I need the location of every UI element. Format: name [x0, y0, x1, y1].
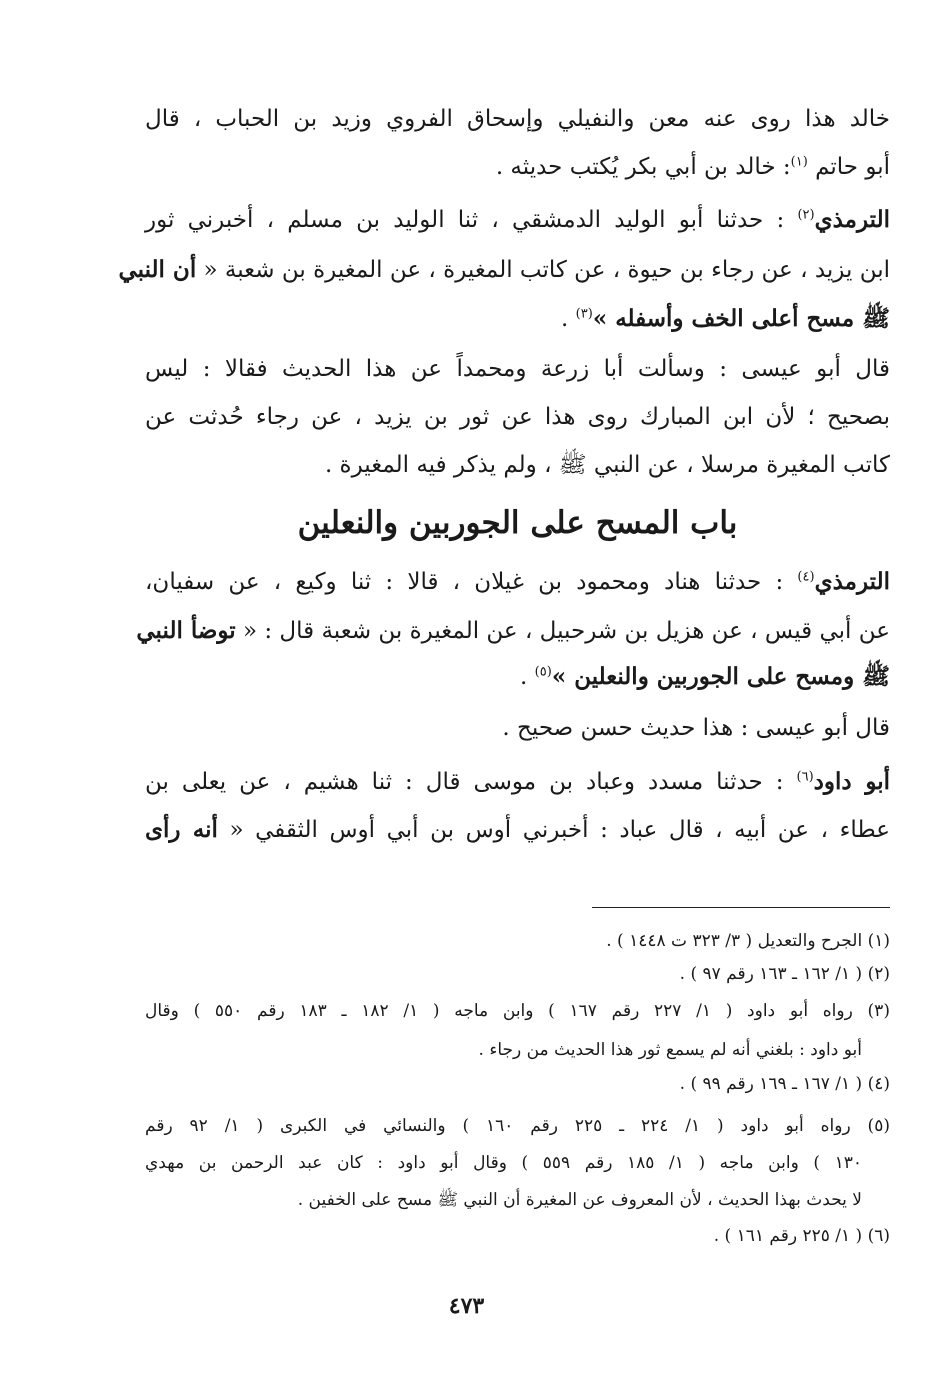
- hadith-text: أن النبي: [118, 256, 197, 283]
- text: : حدثنا أبو الوليد الدمشقي ، ثنا الوليد بن مسلم ، أخبرني ثور: [145, 207, 785, 233]
- text: كاتب المغيرة مرسلا ، عن النبي ﷺ ، ولم يذكر فيه المغيرة .: [324, 452, 890, 478]
- body-line-10: [136, 615, 890, 647]
- footnote-ref-2[interactable]: (٢): [797, 207, 815, 223]
- text: قال أبو عيسى : هذا حديث حسن صحيح .: [502, 715, 890, 741]
- text: .: [561, 306, 576, 332]
- body-line-7: [145, 401, 890, 433]
- footnote-ref-5[interactable]: (٥): [534, 664, 552, 680]
- footnote-1: (١) الجرح والتعديل ( ٣/ ٣٢٣ ت ١٤٤٨ ) .: [606, 931, 890, 951]
- footnote-ref-1[interactable]: (١): [790, 154, 808, 170]
- body-line-6: [145, 353, 890, 385]
- body-line-5: [145, 303, 890, 335]
- footnote-6: (٦) ( ١/ ٢٢٥ رقم ١٦١ ) .: [713, 1226, 890, 1246]
- section-heading: باب المسح على الجوربين والنعلين: [297, 505, 738, 541]
- text: .: [520, 664, 535, 690]
- body-line-4: [118, 254, 890, 286]
- text: : حدثنا مسدد وعباد بن موسى قال : ثنا هشيم ، عن يعلى بن: [145, 769, 784, 795]
- text: عطاء ، عن أبيه ، قال عباد : أخبرني أوس بن أبي أوس الثقفي «: [229, 817, 891, 843]
- body-line-1: [145, 103, 890, 135]
- narrator-name: أبو داود: [813, 768, 890, 795]
- footnote-ref-4[interactable]: (٤): [797, 569, 815, 585]
- hadith-text: توضأ النبي: [136, 617, 236, 644]
- body-line-3: [145, 204, 890, 236]
- text: أبو حاتم: [815, 154, 890, 180]
- text: خالد هذا روى عنه معن والنفيلي وإسحاق الفروي وزيد بن الحباب ، قال: [145, 106, 890, 132]
- page-number: ٤٧٣: [448, 1293, 485, 1319]
- text: بصحيح ؛ لأن ابن المبارك روى هذا عن ثور بن يزيد ، عن رجاء حُدثت عن: [145, 404, 890, 430]
- body-line-8: [145, 449, 890, 481]
- footnote-2: (٢) ( ١/ ١٦٢ ـ ١٦٣ رقم ٩٧ ) .: [679, 964, 890, 984]
- footnote-separator: [592, 907, 890, 908]
- footnote-5: (٥) رواه أبو داود ( ١/ ٢٢٤ ـ ٢٢٥ رقم ١٦٠ ) والنسائي في الكبرى ( ١/ ٩٢ رقم: [145, 1116, 890, 1136]
- hadith-text: ﷺ مسح أعلى الخف وأسفله »: [592, 305, 890, 332]
- text: عن أبي قيس ، عن هزيل بن شرحبيل ، عن المغيرة بن شعبة قال : «: [242, 618, 890, 644]
- body-line-9: [145, 566, 890, 598]
- footnote-ref-3[interactable]: (٣): [575, 306, 593, 322]
- narrator-name: الترمذي: [814, 206, 891, 233]
- footnote-4: (٤) ( ١/ ١٦٧ ـ ١٦٩ رقم ٩٩ ) .: [679, 1074, 890, 1094]
- text: ابن يزيد ، عن رجاء بن حيوة ، عن كاتب المغيرة ، عن المغيرة بن شعبة «: [203, 257, 890, 283]
- body-line-2: [145, 151, 890, 183]
- footnote-5-cont: ١٣٠ ) وابن ماجه ( ١/ ١٨٥ رقم ٥٥٩ ) وقال أبو داود : كان عبد الرحمن بن مهدي: [145, 1153, 862, 1173]
- body-line-11: [145, 661, 890, 693]
- text: قال أبو عيسى : وسألت أبا زرعة ومحمداً عن هذا الحديث فقالا : ليس: [145, 356, 890, 382]
- footnote-5-cont: لا يحدث بهذا الحديث ، لأن المعروف عن المغيرة أن النبي ﷺ مسح على الخفين .: [297, 1190, 862, 1210]
- body-line-14: [145, 814, 890, 846]
- footnote-3: (٣) رواه أبو داود ( ١/ ٢٢٧ رقم ١٦٧ ) وابن ماجه ( ١/ ١٨٢ ـ ١٨٣ رقم ٥٥٠ ) وقال: [145, 1001, 890, 1021]
- hadith-text: أنه رأى: [145, 816, 218, 843]
- body-line-12: [145, 712, 890, 744]
- body-line-13: [145, 766, 890, 798]
- text: : حدثنا هناد ومحمود بن غيلان ، قالا : ثنا وكيع ، عن سفيان،: [145, 569, 784, 595]
- hadith-text: ﷺ ومسح على الجوربين والنعلين »: [551, 663, 890, 690]
- narrator-name: الترمذي: [814, 568, 890, 595]
- footnote-3-cont: أبو داود : بلغني أنه لم يسمع ثور هذا الحديث من رجاء .: [478, 1040, 862, 1060]
- text: : خالد بن أبي بكر يُكتب حديثه .: [495, 154, 791, 180]
- footnote-ref-6[interactable]: (٦): [796, 769, 814, 785]
